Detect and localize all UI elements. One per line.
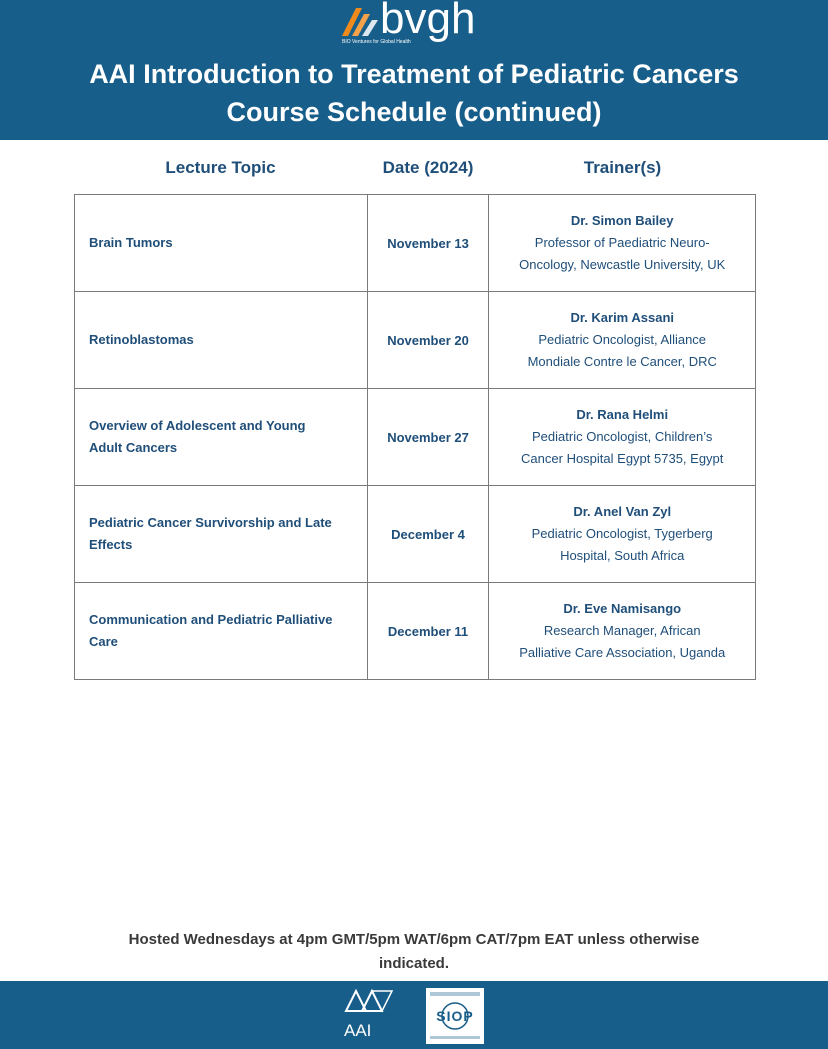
table-row	[75, 583, 756, 680]
aai-triangles-icon	[342, 987, 406, 1021]
trainer-role-line-2: Hospital, South Africa	[560, 548, 685, 563]
trainer-role-line-1: Research Manager, African	[543, 623, 701, 638]
lecture-date: November 13	[367, 195, 489, 292]
trainer-name: Dr. Rana Helmi	[576, 407, 669, 422]
lecture-topic-cell	[75, 292, 368, 389]
bvgh-logo-word: bvgh	[380, 0, 476, 43]
column-header-topic: Lecture Topic	[165, 158, 276, 177]
lecture-date: December 11	[367, 583, 489, 680]
bvgh-logo	[340, 2, 500, 50]
schedule-note-line-2: indicated.	[378, 955, 449, 972]
lecture-topic-line-1: Overview of Adolescent and Young	[89, 418, 306, 433]
table-column-headers	[74, 158, 756, 188]
trainer-cell	[489, 292, 756, 389]
lecture-date: November 20	[367, 292, 489, 389]
page-title	[0, 55, 828, 131]
trainer-role-line-1: Pediatric Oncologist, Tygerberg	[531, 526, 713, 541]
trainer-role-line-1: Pediatric Oncologist, Alliance	[538, 332, 707, 347]
lecture-topic-line-2: Adult Cancers	[89, 440, 178, 455]
lecture-topic-cell	[75, 195, 368, 292]
siop-logo-text: SIOP	[436, 1008, 474, 1024]
trainer-cell	[489, 195, 756, 292]
bvgh-logo-tagline: BIO Ventures for Global Health	[342, 39, 411, 45]
schedule-note	[60, 928, 768, 976]
footer-banner	[0, 981, 828, 1049]
lecture-topic-cell	[75, 389, 368, 486]
page-title-line-2: Course Schedule (continued)	[226, 97, 602, 127]
lecture-topic-line-2: Care	[89, 634, 118, 649]
table-row	[75, 292, 756, 389]
trainer-role-line-2: Mondiale Contre le Cancer, DRC	[527, 354, 717, 369]
trainer-role-line-1: Pediatric Oncologist, Children’s	[532, 429, 713, 444]
lecture-topic-line-2: Effects	[89, 537, 133, 552]
header-banner	[0, 0, 828, 140]
lecture-topic-cell	[75, 583, 368, 680]
table-row	[75, 195, 756, 292]
lecture-topic-line-1: Pediatric Cancer Survivorship and Late	[89, 515, 332, 530]
trainer-role-line-2: Cancer Hospital Egypt 5735, Egypt	[521, 451, 724, 466]
column-header-date: Date (2024)	[382, 158, 474, 177]
lecture-topic-line-1: Communication and Pediatric Palliative	[89, 612, 333, 627]
lecture-topic-cell	[75, 486, 368, 583]
schedule-table	[74, 194, 756, 680]
trainer-cell	[489, 583, 756, 680]
table-row	[75, 389, 756, 486]
lecture-topic: Retinoblastomas	[89, 332, 194, 347]
trainer-name: Dr. Eve Namisango	[563, 601, 682, 616]
siop-logo	[426, 988, 484, 1044]
lecture-date: November 27	[367, 389, 489, 486]
trainer-name: Dr. Simon Bailey	[570, 213, 674, 228]
trainer-cell	[489, 486, 756, 583]
aai-logo-text: AAI	[344, 1021, 372, 1040]
bvgh-logo-mark-icon	[340, 4, 380, 38]
schedule-note-line-1: Hosted Wednesdays at 4pm GMT/5pm WAT/6pm CAT/7pm EAT unless otherwise	[128, 931, 700, 948]
trainer-role-line-2: Oncology, Newcastle University, UK	[519, 257, 726, 272]
column-header-trainers: Trainer(s)	[583, 158, 662, 177]
trainer-name: Dr. Anel Van Zyl	[573, 504, 672, 519]
lecture-topic: Brain Tumors	[89, 235, 173, 250]
lecture-date: December 4	[367, 486, 489, 583]
aai-logo	[342, 987, 406, 1043]
trainer-role-line-1: Professor of Paediatric Neuro-	[534, 235, 710, 250]
trainer-cell	[489, 389, 756, 486]
table-row	[75, 486, 756, 583]
trainer-name: Dr. Karim Assani	[570, 310, 674, 325]
page-title-line-1: AAI Introduction to Treatment of Pediatric Cancers	[89, 59, 739, 89]
trainer-role-line-2: Palliative Care Association, Uganda	[519, 645, 726, 660]
